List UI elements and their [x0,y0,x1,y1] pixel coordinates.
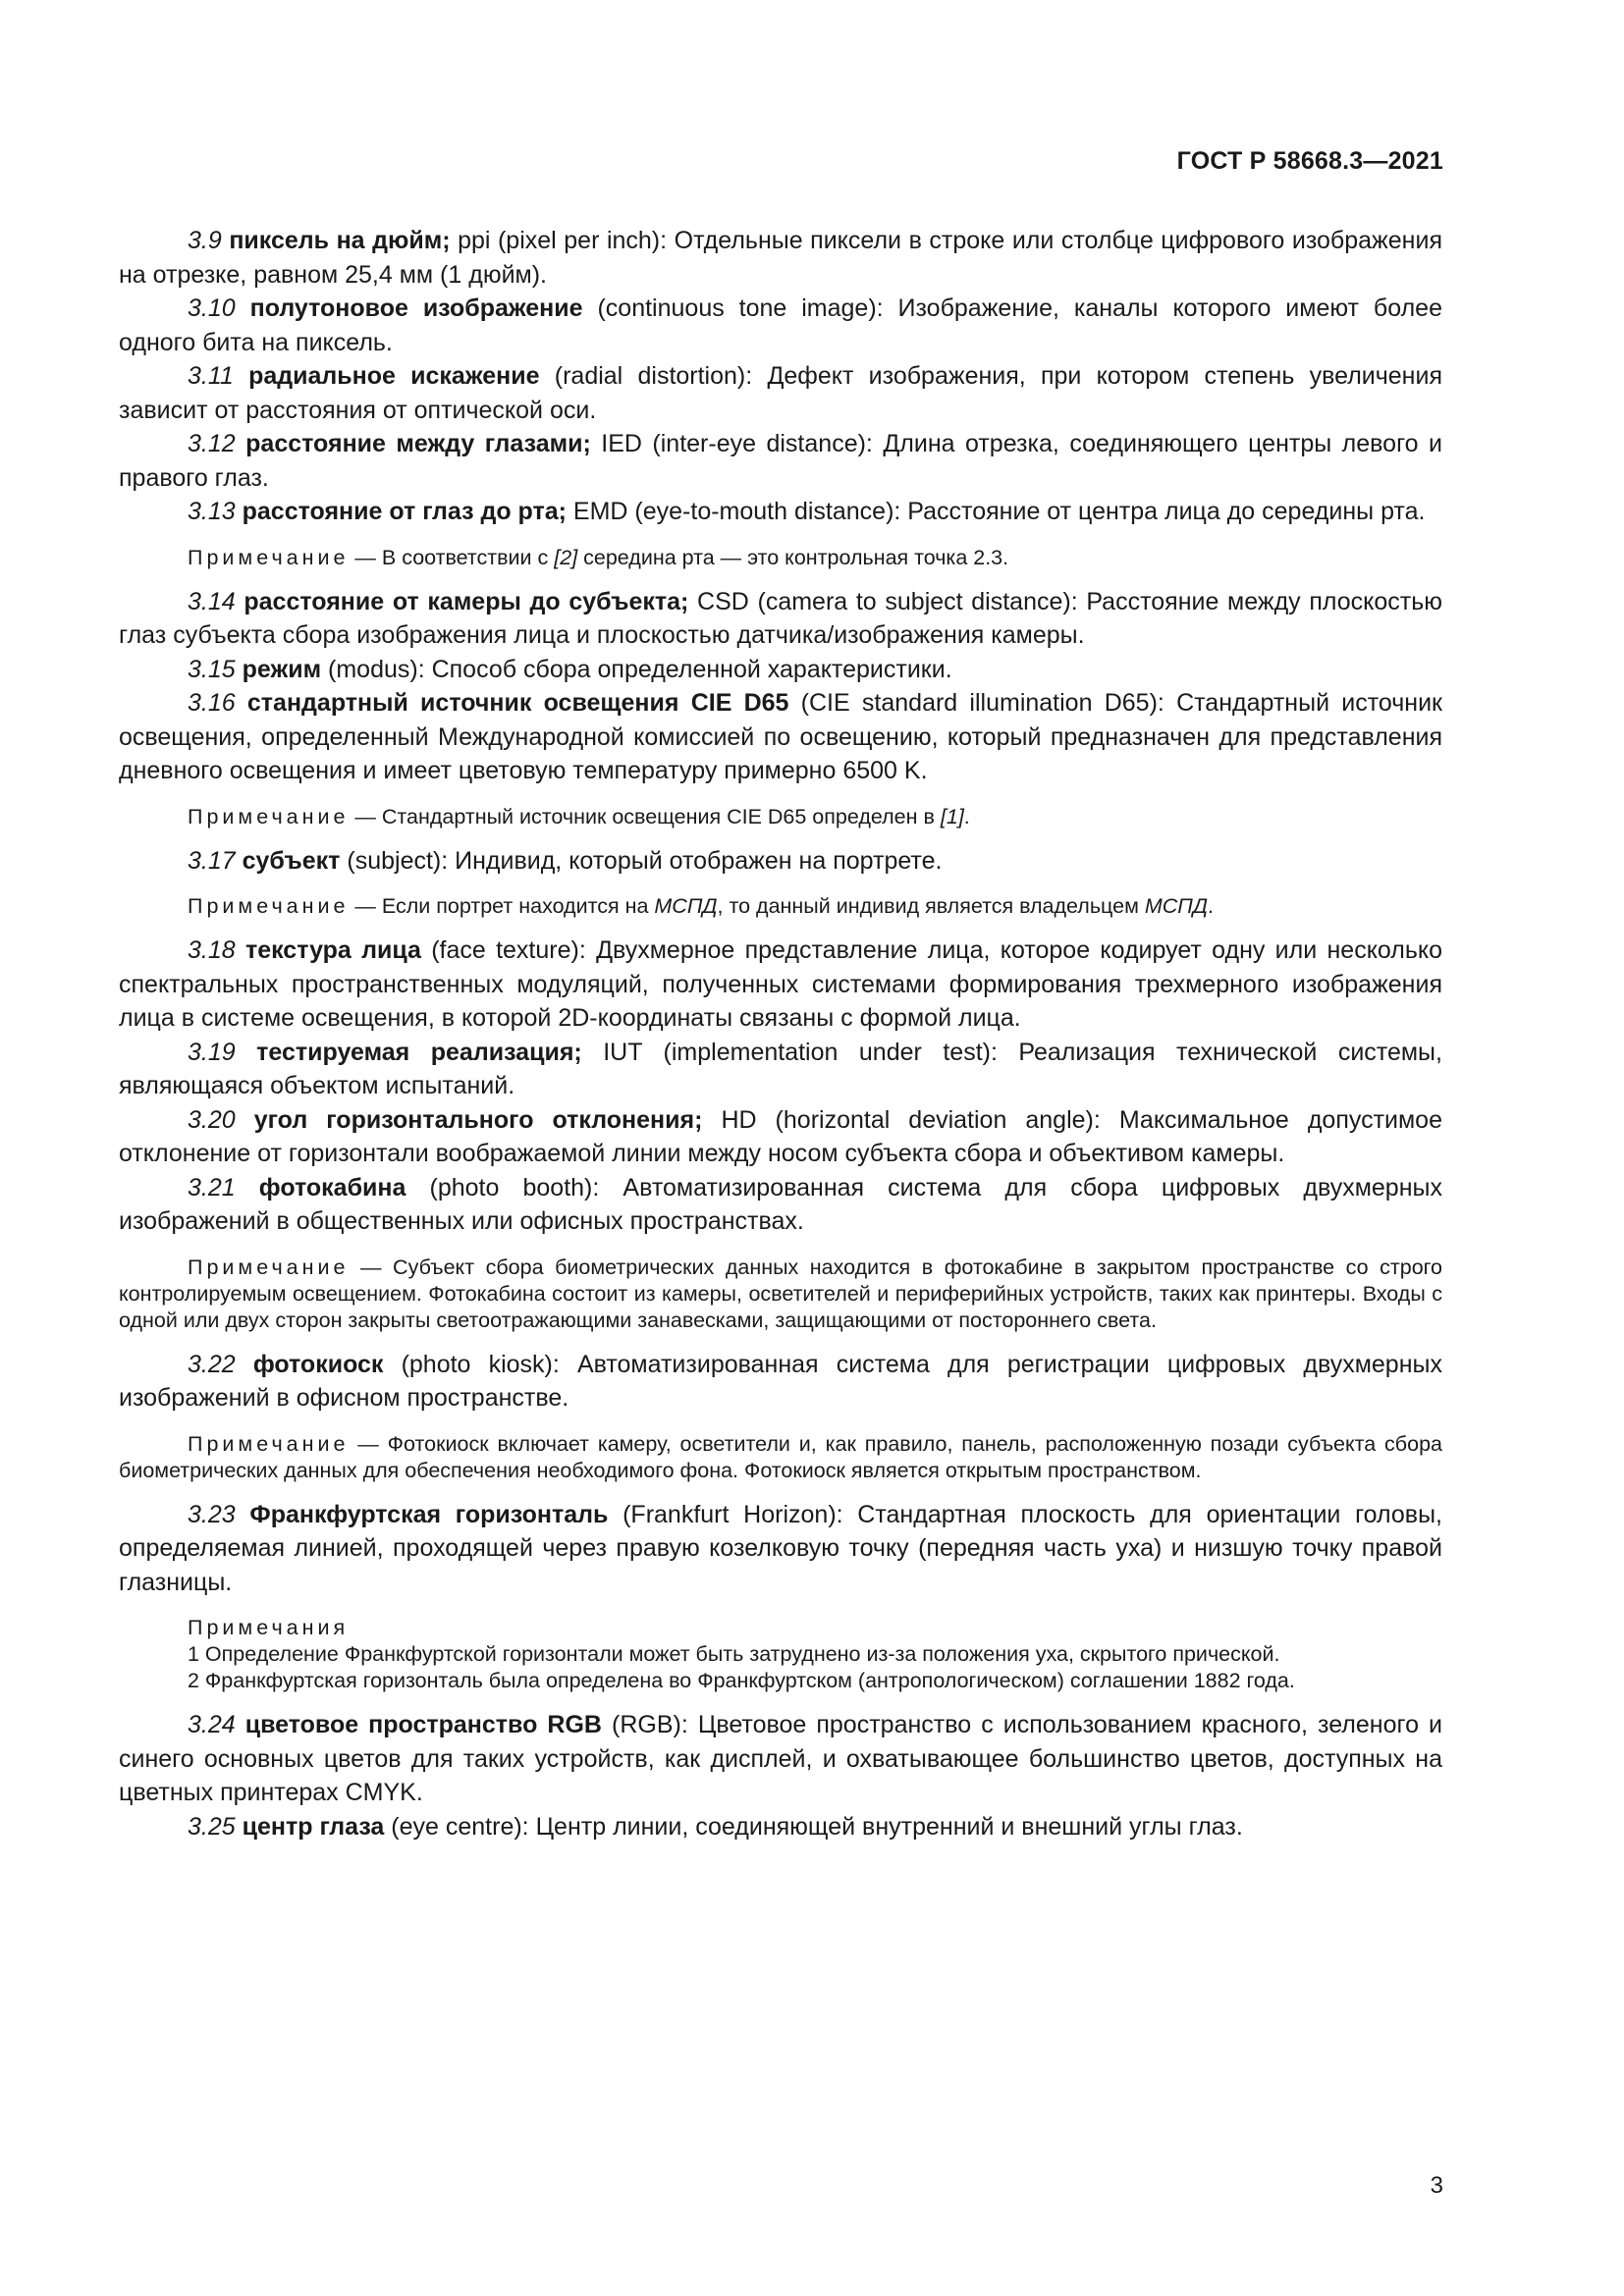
note-label: Примечание [188,1431,350,1456]
term-definition: (eye centre): Центр линии, соединяющей внутренний и внешний углы глаз. [384,1812,1243,1841]
term-name: фотокиоск [252,1350,384,1378]
term-name: фотокабина [258,1173,406,1201]
term-3-16 [119,686,1442,788]
term-3-10 [119,292,1442,359]
term-3-22 [119,1348,1442,1415]
term-3-17 [119,844,1442,879]
term-name: полутоновое изображение [249,294,583,322]
term-definition: (face texture): Двухмерное представление лица, которое кодирует одну или несколько спектральных пространственных модуляций, полученных системами формирования трехмерного изображения лица в системе освещения, в которой 2D-координаты связаны с формой лица. [119,936,1442,1032]
term-3-21 [119,1171,1442,1239]
term-3-14 [119,585,1442,653]
term-definition: (RGB): Цветовое пространство с использованием красного, зеленого и синего основных цветов для таких устройств, как дисплей, и охватывающее большинство цветов, доступных на цветных принтерах CMYK. [119,1711,1442,1806]
term-definition: (photo booth): Автоматизированная система для сбора цифровых двухмерных изображений в общественных или офисных пространствах. [119,1173,1442,1235]
term-number: 3.18 [188,936,236,964]
term-number: 3.14 [188,587,236,615]
term-definition: (photo kiosk): Автоматизированная система для регистрации цифровых двухмерных изображений в офисном пространстве. [119,1350,1442,1412]
note-label: Примечание [188,894,350,918]
term-definition: CSD (camera to subject distance): Расстояние между плоскостью глаз субъекта сбора изображения лица и плоскостью датчика/изображения камеры. [119,587,1442,649]
term-number: 3.12 [188,430,236,457]
note-3-23-2: 2 Франкфуртская горизонталь была определена во Франкфуртском (антропологическом) соглашении 1882 года. [188,1669,1295,1692]
term-number: 3.13 [188,498,236,525]
reference-link: [1] [940,804,964,828]
note-label: Примечание [188,804,350,828]
term-name: текстура лица [244,936,421,964]
term-definition: IED (inter-eye distance): Длина отрезка, соединяющего центры левого и правого глаз. [119,430,1442,492]
term-3-20 [119,1103,1442,1171]
term-definition: (Frankfurt Horizon): Стандартная плоскость для ориентации головы, определяемая линией, проходящей через правую козелковую точку (передняя часть уха) и низшую точку правой глазницы. [119,1500,1442,1596]
term-definition: EMD (eye-to-mouth distance): Расстояние от центра лица до середины рта. [566,498,1426,525]
term-number: 3.22 [188,1350,236,1378]
term-name: радиальное искажение [248,362,540,390]
abbreviation: МСПД [654,894,718,918]
term-number: 3.24 [188,1711,236,1738]
term-definition: ppi (pixel per inch): Отдельные пиксели в строке или столбце цифрового изображения на отрезке, равном 25,4 мм (1 дюйм). [119,227,1442,289]
term-name: стандартный источник освещения CIE D65 [246,689,789,717]
term-number: 3.25 [188,1812,236,1841]
term-definition: (subject): Индивид, который отображен на портрете. [340,846,943,875]
term-number: 3.15 [188,655,236,683]
term-3-12 [119,427,1442,495]
term-number: 3.20 [188,1105,236,1134]
term-name: субъект [242,846,341,875]
term-3-9 [119,224,1442,292]
note-3-17: Примечание — Если портрет находится на МСПД, то данный индивид является владельцем МСПД. [188,894,1214,918]
term-3-13 [119,495,1442,529]
term-name: режим [242,655,322,683]
term-definition: (modus): Способ сбора определенной характеристики. [321,655,952,683]
abbreviation: МСПД [1144,894,1208,918]
term-definition: (radial distortion): Дефект изображения, при котором степень увеличения зависит от расстояния от оптической оси. [119,362,1442,424]
term-number: 3.19 [188,1038,236,1066]
note-label: Примечание [188,1255,350,1279]
term-name: цветовое пространство RGB [244,1711,602,1738]
term-number: 3.16 [188,689,236,717]
term-3-19 [119,1036,1442,1103]
term-definition: (CIE standard illumination D65): Стандартный источник освещения, определенный Международной комиссией по освещению, который предназначен для представления дневного освещения и имеет цветовую температуру примерно 6500 K. [119,689,1442,784]
term-3-15 [119,653,1442,687]
term-name: Франкфуртская горизонталь [249,1500,609,1528]
term-3-23 [119,1498,1442,1600]
term-name: тестируемая реализация; [256,1038,582,1066]
term-name: расстояние от камеры до субъекта; [244,587,689,615]
note-3-21: Примечание — Субъект сбора биометрических данных находится в фотокабине в закрытом пространстве со строго контролируемым освещением. Фотокабина состоит из камеры, осветителей и периферийных устройств, таких как принтеры. Входы с одной или двух сторон закрыты светоотражающими занавесками, защищающими от постороннего света. [119,1255,1443,1332]
term-number: 3.21 [188,1173,236,1201]
term-name: центр глаза [242,1812,385,1841]
notes-label: Примечания [188,1616,350,1639]
page-number: 3 [1430,2172,1443,2199]
term-definition: (continuous tone image): Изображение, каналы которого имеют более одного бита на пиксель. [119,294,1442,356]
term-name: расстояние между глазами; [245,430,591,457]
note-3-16: Примечание — Стандартный источник освещения CIE D65 определен в [1]. [188,804,970,828]
term-number: 3.23 [188,1500,236,1528]
page-body [119,224,1442,1843]
term-name: расстояние от глаз до рта; [242,498,567,525]
term-definition: IUT (implementation under test): Реализация технической системы, являющаяся объектом испытаний. [119,1038,1442,1099]
term-number: 3.10 [188,294,236,322]
document-number: ГОСТ Р 58668.3—2021 [1176,147,1443,175]
note-label: Примечание [188,545,350,569]
term-definition: HD (horizontal deviation angle): Максимальное допустимое отклонение от горизонтали воображаемой линии между носом субъекта сбора и объективом камеры. [119,1105,1442,1167]
term-3-11 [119,359,1442,427]
term-3-25 [119,1810,1442,1844]
term-number: 3.11 [188,362,234,390]
term-number: 3.17 [188,846,236,875]
term-3-18 [119,934,1442,1036]
term-name: пиксель на дюйм; [229,227,451,254]
note-3-13: Примечание — В соответствии с [2] середина рта — это контрольная точка 2.3. [188,545,1009,569]
reference-link: [2] [554,545,578,569]
term-3-24 [119,1708,1442,1810]
term-name: угол горизонтального отклонения; [253,1105,703,1134]
note-3-23-1: 1 Определение Франкфуртской горизонтали может быть затруднено из-за положения уха, скрытого прической. [188,1642,1280,1666]
note-3-22: Примечание — Фотокиоск включает камеру, осветители и, как правило, панель, расположенную позади субъекта сбора биометрических данных для обеспечения необходимого фона. Фотокиоск является открытым пространством. [119,1431,1442,1482]
term-number: 3.9 [188,227,222,254]
